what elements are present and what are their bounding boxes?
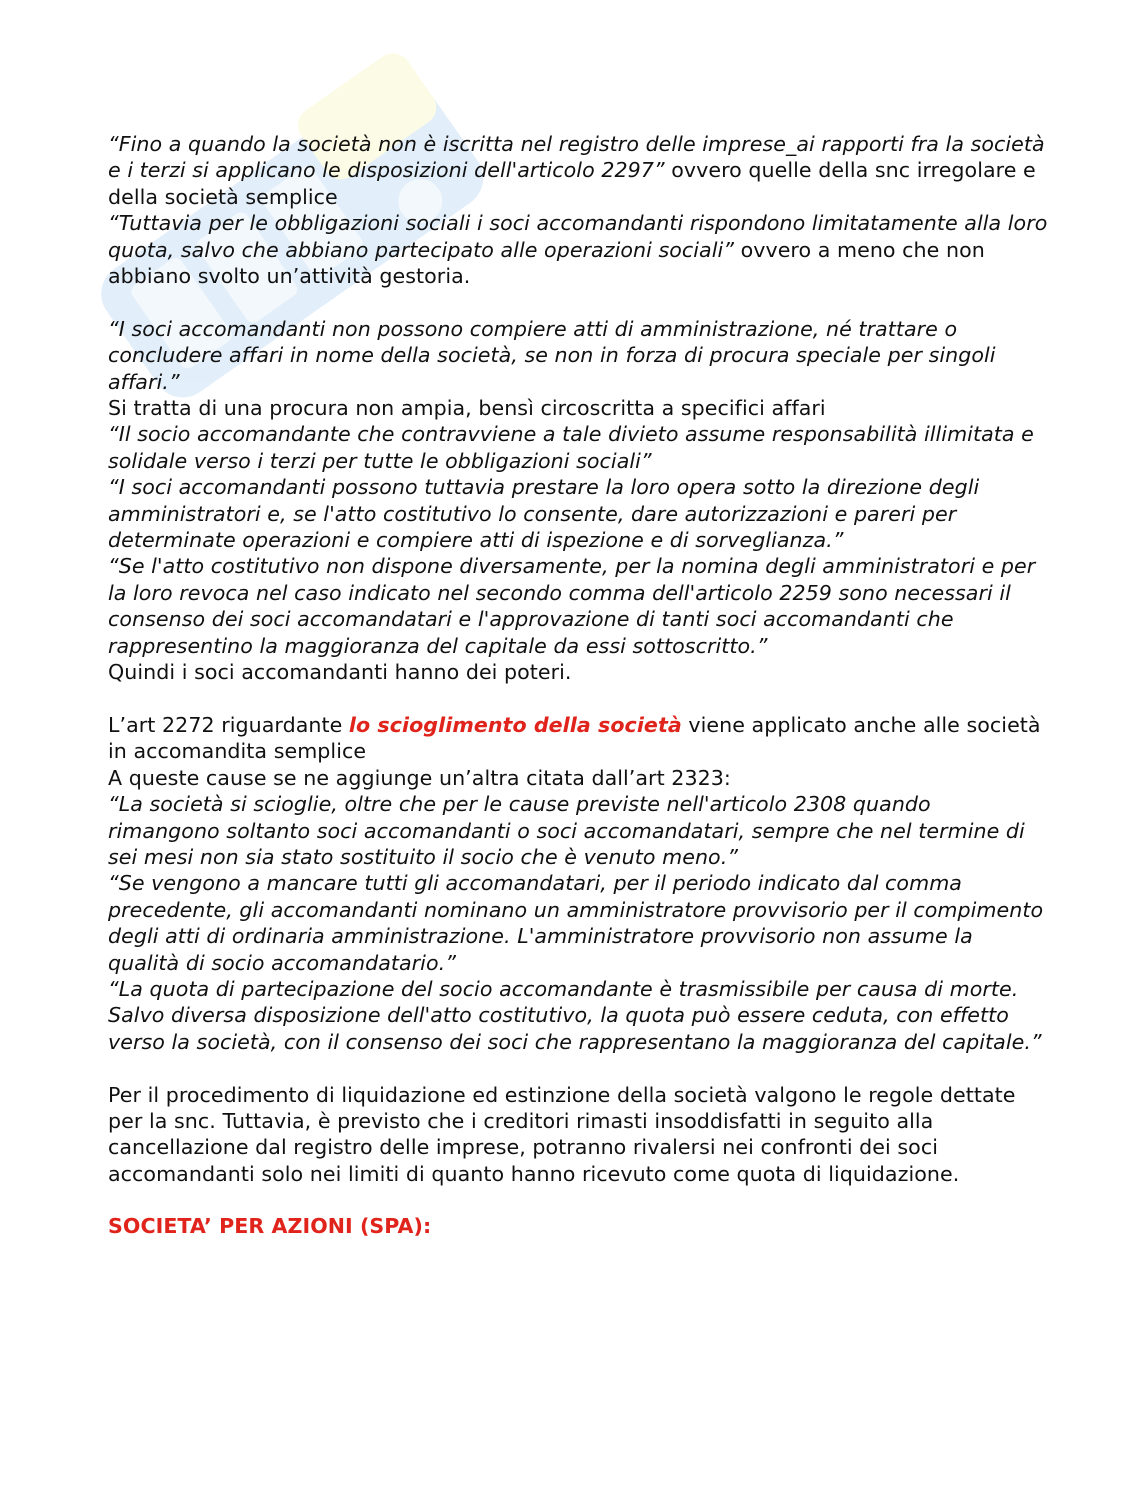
- quote-divieto-amministrazione: “I soci accomandanti non possono compiere atti di amministrazione, né trattare o concludere affari in nome della società, se non in forza di procura speciale per singoli affari.”: [108, 316, 996, 394]
- spacer: [108, 1055, 1048, 1081]
- paragraph-procura: Si tratta di una procura non ampia, bensì circoscritta a specifici affari: [108, 396, 826, 421]
- highlight-scioglimento: lo scioglimento della società: [348, 712, 682, 737]
- quote-trasmissibile: “La quota di partecipazione del socio accomandante è trasmissibile per causa di morte.: [108, 976, 1019, 1001]
- quote-responsabilita: “Il socio accomandante che contravviene a tale divieto assume responsabilità illimitata e solidale verso i terzi per tutte le obbligazioni sociali”: [108, 422, 1034, 473]
- spacer: [108, 289, 1048, 315]
- paragraph-obbligazioni: [108, 210, 1048, 289]
- paragraph-liquidazione: Per il procedimento di liquidazione ed estinzione della società valgono le regole dettate per la snc. Tuttavia, è previsto che i creditori rimasti insoddisfatti in seguito alla cancellazione dal registro delle imprese, potranno rivalersi nei confronti dei soci accomandanti solo nei limiti di quanto hanno ricevuto come quota di liquidazione.: [108, 1082, 1016, 1186]
- section-heading-spa: SOCIETA’ PER AZIONI (SPA):: [108, 1214, 432, 1239]
- quote-accomandatari: “Se vengono a mancare tutti gli accomandatari, per il periodo indicato dal comma precedente, gli accomandanti nominano un amministratore provvisorio per il compimento degli atti di ordinaria amministrazione. L'amministratore provvisorio non assume la qualità di socio accomandatario.”: [108, 871, 1044, 975]
- document-body: [108, 131, 1048, 1240]
- body-text: ovvero quelle della snc irregolare e della società semplice: [108, 158, 1036, 209]
- paragraph-scioglimento: [108, 712, 1048, 765]
- quote-text: “Tuttavia per le obbligazioni sociali i soci accomandanti rispondono limitatamente alla loro quota, salvo che abbiano partecipato alle operazioni sociali”: [108, 211, 1048, 262]
- paragraph-registro: [108, 131, 1048, 210]
- body-text: ovvero a meno che non abbiano svolto un’attività gestoria.: [108, 237, 985, 289]
- spacer: [108, 686, 1048, 712]
- quote-opera: “I soci accomandanti possono tuttavia prestare la loro opera sotto la direzione degli amministratori e, se l'atto costitutivo lo consente, dare autorizzazioni e pareri per determinate operazioni e compiere atti di ispezione e di sorveglianza.”: [108, 475, 980, 553]
- quote-nomina-amministratori: “Se l'atto costitutivo non dispone diversamente, per la nomina degli amministratori e per la loro revoca nel caso indicato nel secondo comma dell'articolo 2259 sono necessari il consenso dei soci accomandatari e l'approvazione di tanti soci accomandanti che rappresentino la maggioranza del capitale da essi sottoscritto.”: [108, 554, 1036, 658]
- body-text: viene applicato anche alle società in accomandita semplice: [108, 712, 1041, 764]
- quote-cessione: Salvo diversa disposizione dell'atto costitutivo, la quota può essere ceduta, con effetto verso la società, con il consenso dei soci che rappresentano la maggioranza del capitale.”: [108, 1003, 1042, 1054]
- body-text: L’art 2272 riguardante: [108, 712, 349, 737]
- paragraph-poteri: Quindi i soci accomandanti hanno dei poteri.: [108, 660, 572, 685]
- paragraph-art-2323: A queste cause se ne aggiunge un’altra citata dall’art 2323:: [108, 765, 731, 790]
- quote-text: “Fino a quando la società non è iscritta nel registro delle imprese_ai rapporti fra la società e i terzi si applicano le disposizioni dell'articolo 2297”: [108, 132, 1045, 183]
- quote-scioglimento: “La società si scioglie, oltre che per le cause previste nell'articolo 2308 quando rimangono soltanto soci accomandanti o soci accomandatari, sempre che nel termine di sei mesi non sia stato sostituito il socio che è venuto meno.”: [108, 792, 1025, 869]
